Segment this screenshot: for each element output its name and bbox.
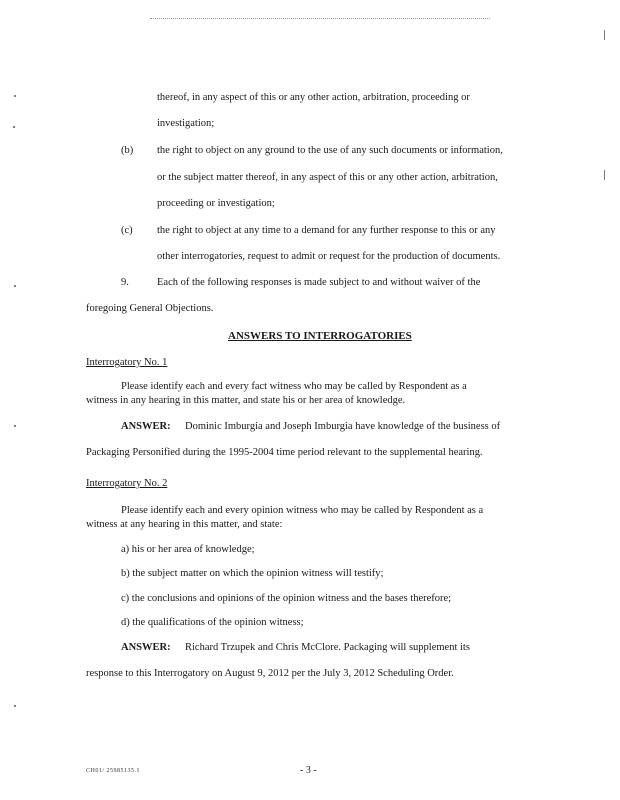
scan-speck <box>14 425 16 427</box>
interrogatory-2-answer: response to this Interrogatory on August 9, 2012 per the July 3, 2012 Scheduling Order. <box>86 668 454 679</box>
interrogatory-1-question: witness in any hearing in this matter, and state his or her area of knowledge. <box>86 395 406 406</box>
interrogatory-1-heading: Interrogatory No. 1 <box>86 357 168 368</box>
scan-speck <box>14 285 16 287</box>
interrogatory-2-heading: Interrogatory No. 2 <box>86 478 168 489</box>
interrogatory-2-item: d) the qualifications of the opinion witness; <box>121 617 304 628</box>
interrogatory-2-item: a) his or her area of knowledge; <box>121 544 255 555</box>
scan-header-artifact <box>150 18 490 20</box>
objection-a-line: investigation; <box>157 118 215 129</box>
scan-speck <box>14 705 16 707</box>
interrogatory-2-answer-label: ANSWER: <box>121 642 171 653</box>
interrogatory-1-answer: Dominic Imburgia and Joseph Imburgia have knowledge of the business of <box>185 421 501 432</box>
interrogatory-1-question: Please identify each and every fact witness who may be called by Respondent as a <box>121 381 467 392</box>
scan-speck <box>14 95 16 97</box>
scan-speck <box>13 126 15 128</box>
interrogatory-1-answer: Packaging Personified during the 1995-2004 time period relevant to the supplemental hearing. <box>86 447 483 458</box>
paragraph-9-number: 9. <box>121 277 129 288</box>
interrogatory-2-item: b) the subject matter on which the opinion witness will testify; <box>121 568 384 579</box>
paragraph-9-line: foregoing General Objections. <box>86 303 214 314</box>
document-id: CH01/ 25985135.1 <box>86 768 141 774</box>
objection-b-line: or the subject matter thereof, in any aspect of this or any other action, arbitration, <box>157 172 498 183</box>
scan-edge-mark <box>604 170 605 180</box>
page-number: - 3 - <box>300 765 317 776</box>
objection-c-label: (c) <box>121 225 133 236</box>
objection-c-line: the right to object at any time to a demand for any further response to this or any <box>157 225 496 236</box>
paragraph-9-line: Each of the following responses is made subject to and without waiver of the <box>157 277 481 288</box>
interrogatory-2-question: witness at any hearing in this matter, and state: <box>86 519 283 530</box>
interrogatory-1-answer-label: ANSWER: <box>121 421 171 432</box>
interrogatory-2-item: c) the conclusions and opinions of the opinion witness and the bases therefore; <box>121 593 452 604</box>
objection-a-line: thereof, in any aspect of this or any other action, arbitration, proceeding or <box>157 92 470 103</box>
scan-edge-mark <box>604 30 605 40</box>
section-title: ANSWERS TO INTERROGATORIES <box>228 330 412 342</box>
interrogatory-2-question: Please identify each and every opinion witness who may be called by Respondent as a <box>121 505 484 516</box>
interrogatory-2-answer: Richard Trzupek and Chris McClore. Packaging will supplement its <box>185 642 470 653</box>
objection-b-line: the right to object on any ground to the use of any such documents or information, <box>157 145 503 156</box>
objection-c-line: other interrogatories, request to admit or request for the production of documents. <box>157 251 501 262</box>
objection-b-line: proceeding or investigation; <box>157 198 275 209</box>
objection-b-label: (b) <box>121 145 134 156</box>
